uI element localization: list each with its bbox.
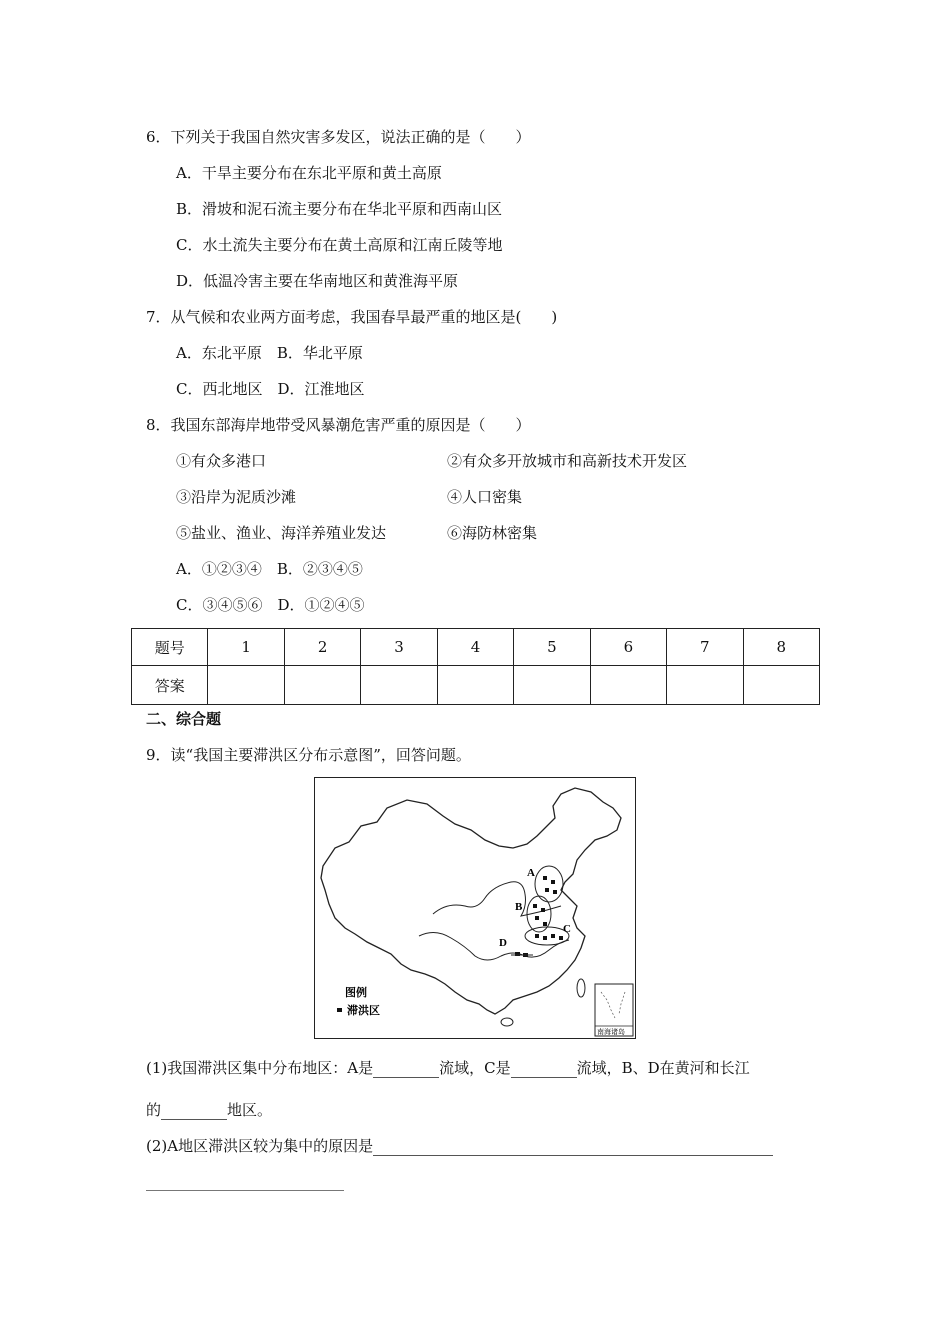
table-number-cell: 3 xyxy=(361,629,437,666)
flood-zone-marker xyxy=(553,890,557,894)
q9-sub1-text-4: 的 xyxy=(146,1101,162,1119)
answer-blank-a[interactable] xyxy=(373,1061,439,1078)
flood-zone-marker xyxy=(559,936,563,940)
question-8-item-1: ①有众多港口 xyxy=(176,452,267,470)
table-number-cell: 5 xyxy=(514,629,590,666)
answer-table-answer-row xyxy=(132,666,820,705)
question-7-stem: 7．从气候和农业两方面考虑，我国春旱最严重的地区是( ) xyxy=(146,308,558,326)
question-8-stem: 8．我国东部海岸地带受风暴潮危害严重的原因是（ ） xyxy=(146,416,531,434)
question-8-item-2: ②有众多开放城市和高新技术开发区 xyxy=(447,452,688,470)
taiwan-island xyxy=(577,979,585,997)
q9-sub1-line1 xyxy=(146,1058,750,1078)
answer-cell[interactable] xyxy=(514,666,590,705)
flood-zone-marker xyxy=(543,936,547,940)
q9-sub2-text: (2)A地区滞洪区较为集中的原因是 xyxy=(146,1137,374,1155)
question-6-option-a: A．干旱主要分布在东北平原和黄土高原 xyxy=(176,164,442,182)
hainan-island xyxy=(501,1018,513,1026)
question-8-item-4: ④人口密集 xyxy=(447,488,523,506)
flood-zone-marker xyxy=(545,888,549,892)
question-6-option-b: B．滑坡和泥石流主要分布在华北平原和西南山区 xyxy=(176,200,503,218)
question-8-item-3: ③沿岸为泥质沙滩 xyxy=(176,488,297,506)
map-label-a: A xyxy=(527,867,535,879)
region-a-outline xyxy=(535,866,563,902)
flood-zone-marker xyxy=(543,922,547,926)
table-number-cell: 1 xyxy=(208,629,284,666)
map-label-d: D xyxy=(499,937,507,949)
question-7-options-cd: C．西北地区 D．江淮地区 xyxy=(176,380,365,398)
q9-sub2-line xyxy=(146,1136,773,1156)
table-number-cell: 2 xyxy=(284,629,360,666)
table-number-cell: 7 xyxy=(667,629,743,666)
question-6-stem: 6．下列关于我国自然灾害多发区，说法正确的是（ ） xyxy=(146,128,531,146)
answer-table xyxy=(131,628,820,705)
question-6-option-c: C．水土流失主要分布在黄土高原和江南丘陵等地 xyxy=(176,236,503,254)
flood-zone-marker xyxy=(551,880,555,884)
legend-title: 图例 xyxy=(345,987,367,999)
question-8-options-ab: A．①②③④ B．②③④⑤ xyxy=(176,560,363,578)
question-7-options-ab: A．东北平原 B．华北平原 xyxy=(176,344,363,362)
question-8-item-6: ⑥海防林密集 xyxy=(447,524,538,542)
flood-zone-marker xyxy=(543,876,547,880)
answer-cell[interactable] xyxy=(667,666,743,705)
flood-zone-marker xyxy=(541,908,545,912)
inset-label: 南海诸岛 xyxy=(597,1028,625,1036)
answer-cell[interactable] xyxy=(590,666,666,705)
q9-sub1-line2 xyxy=(146,1100,272,1120)
flood-zone-marker xyxy=(551,934,555,938)
table-header-answer: 答案 xyxy=(132,666,208,705)
legend-item: 滞洪区 xyxy=(347,1005,380,1017)
china-outline-map xyxy=(315,778,635,1038)
flood-zone-marker xyxy=(535,916,539,920)
answer-blank-reason[interactable] xyxy=(373,1139,773,1156)
answer-table-number-row xyxy=(132,629,820,666)
china-border-path xyxy=(321,788,621,1014)
section-title: 二、综合题 xyxy=(146,710,222,728)
answer-cell[interactable] xyxy=(437,666,513,705)
question-8-item-5: ⑤盐业、渔业、海洋养殖业发达 xyxy=(176,524,387,542)
q9-sub1-text-3: 流域，B、D在黄河和长江 xyxy=(576,1059,750,1077)
table-header-question-number: 题号 xyxy=(132,629,208,666)
map-label-b: B xyxy=(515,901,523,913)
question-6-option-d: D．低温冷害主要在华南地区和黄淮海平原 xyxy=(176,272,459,290)
answer-blank-bd[interactable] xyxy=(161,1103,227,1120)
map-label-c: C xyxy=(563,923,571,935)
question-8-options-cd: C．③④⑤⑥ D．①②④⑤ xyxy=(176,596,365,614)
flood-zone-marker xyxy=(533,904,537,908)
q9-sub1-text-5: 地区。 xyxy=(227,1101,273,1119)
answer-cell[interactable] xyxy=(361,666,437,705)
flood-storage-map xyxy=(314,777,636,1039)
answer-cell[interactable] xyxy=(284,666,360,705)
table-number-cell: 4 xyxy=(437,629,513,666)
q9-sub1-text-2: 流域，C是 xyxy=(439,1059,511,1077)
legend-marker xyxy=(337,1008,342,1012)
question-9-stem: 9．读“我国主要滞洪区分布示意图”，回答问题。 xyxy=(146,746,471,764)
table-number-cell: 6 xyxy=(590,629,666,666)
answer-blank-c[interactable] xyxy=(511,1061,577,1078)
answer-blank-reason-continued[interactable] xyxy=(146,1190,344,1191)
q9-sub1-text-1: (1)我国滞洪区集中分布地区：A是 xyxy=(146,1059,374,1077)
answer-cell[interactable] xyxy=(208,666,284,705)
flood-zone-marker xyxy=(535,934,539,938)
answer-cell[interactable] xyxy=(743,666,820,705)
table-number-cell: 8 xyxy=(743,629,820,666)
